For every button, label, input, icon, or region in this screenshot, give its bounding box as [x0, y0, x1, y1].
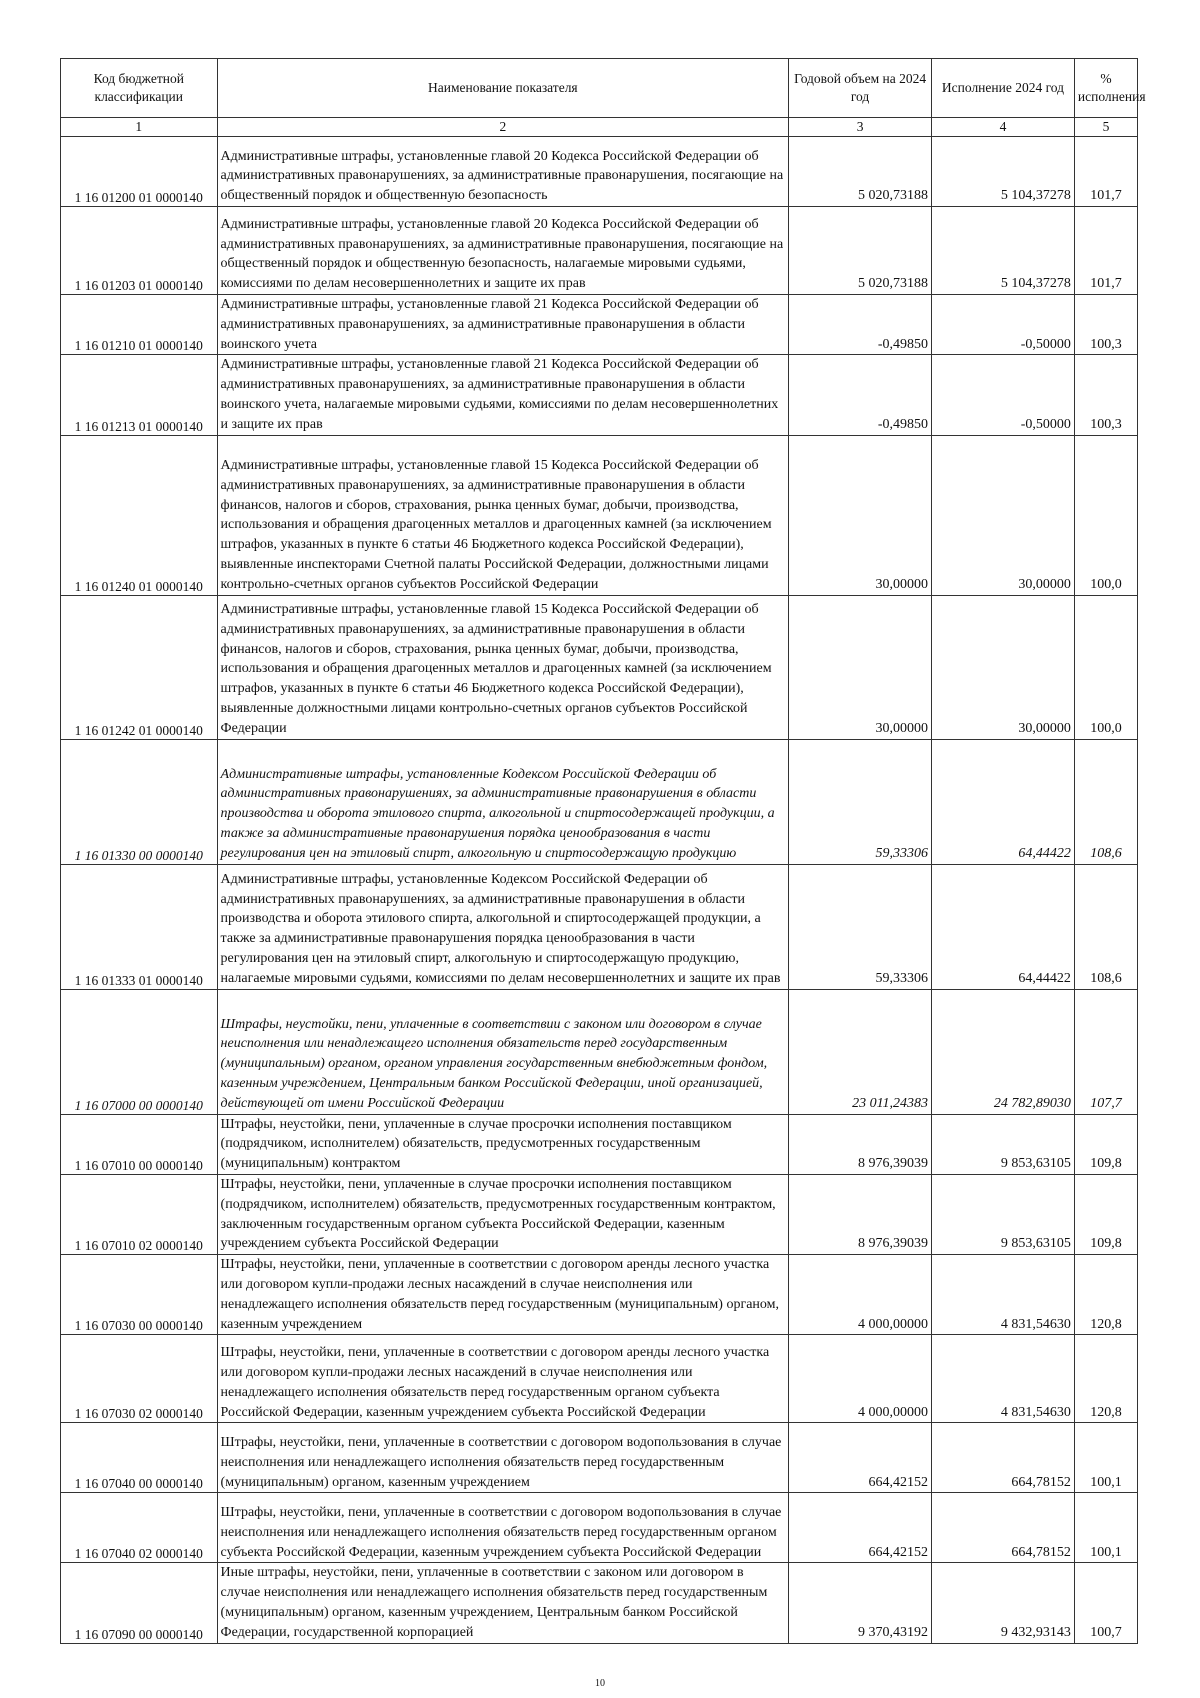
row-actual: -0,50000: [932, 355, 1075, 435]
row-code: 1 16 07010 00 0000140: [61, 1114, 218, 1174]
table-row: [61, 989, 1138, 1114]
header-code: Код бюджетной классификации: [61, 59, 218, 118]
column-number: 5: [1074, 118, 1137, 137]
row-actual: 9 853,63105: [932, 1174, 1075, 1254]
row-name: Административные штрафы, установленные главой 15 Кодекса Российской Федерации об административных правонарушениях, за административные правонарушения в области финансов, налогов и сборов, страхования, рынка ценных бумаг, добычи, производства, использования и обращения драгоценных металлов и драгоценных камней (за исключением штрафов, указанных в пункте 6 статьи 46 Бюджетного кодекса Российской Федерации), выявленные инспекторами Счетной палаты Российской Федерации, должностными лицами контрольно-счетных органов субъектов Российской Федерации: [217, 435, 789, 595]
row-actual: 9 432,93143: [932, 1563, 1075, 1643]
row-actual: 64,44422: [932, 739, 1075, 864]
column-number: 3: [789, 118, 932, 137]
column-number: 1: [61, 118, 218, 137]
row-code: 1 16 01240 01 0000140: [61, 435, 218, 595]
row-name: Штрафы, неустойки, пени, уплаченные в случае просрочки исполнения поставщиком (подрядчиком, исполнителем) обязательств, предусмотренных государственным (муниципальным) контрактом: [217, 1114, 789, 1174]
row-actual: 5 104,37278: [932, 207, 1075, 295]
row-name: Штрафы, неустойки, пени, уплаченные в соответствии с договором аренды лесного участка или договором купли-продажи лесных насаждений в случае неисполнения или ненадлежащего исполнения обязательств перед государственным органом субъекта Российской Федерации, казенным учреждением субъекта Российской Федерации: [217, 1335, 789, 1423]
row-percent: 107,7: [1074, 989, 1137, 1114]
row-percent: 100,0: [1074, 595, 1137, 739]
table-row: [61, 739, 1138, 864]
row-name: Штрафы, неустойки, пени, уплаченные в соответствии с законом или договором в случае неисполнения или ненадлежащего исполнения обязательств перед государственным (муниципальным) органом, органом управления государственным внебюджетным фондом, казенным учреждением, Центральным банком Российской Федерации, иной организацией, действующей от имени Российской Федерации: [217, 989, 789, 1114]
row-plan: 9 370,43192: [789, 1563, 932, 1643]
row-plan: 5 020,73188: [789, 137, 932, 207]
row-plan: 4 000,00000: [789, 1255, 932, 1335]
row-actual: 64,44422: [932, 864, 1075, 989]
row-name: Административные штрафы, установленные Кодексом Российской Федерации об административных правонарушениях, за административные правонарушения в области производства и оборота этилового спирта, алкогольной и спиртосодержащей продукции, а также за административные правонарушения порядка ценообразования в части регулирования цен на этиловый спирт, алкогольную и спиртосодержащую продукцию, налагаемые мировыми судьями, комиссиями по делам несовершеннолетних и защите их прав: [217, 864, 789, 989]
header-plan: Годовой объем на 2024 год: [789, 59, 932, 118]
row-name: Штрафы, неустойки, пени, уплаченные в соответствии с договором водопользования в случае неисполнения или ненадлежащего исполнения обязательств перед государственным органом субъекта Российской Федерации, казенным учреждением субъекта Российской Федерации: [217, 1493, 789, 1563]
row-actual: 4 831,54630: [932, 1255, 1075, 1335]
row-plan: 5 020,73188: [789, 207, 932, 295]
row-actual: 5 104,37278: [932, 137, 1075, 207]
table-row: [61, 295, 1138, 355]
row-code: 1 16 01333 01 0000140: [61, 864, 218, 989]
table-row: [61, 1114, 1138, 1174]
row-plan: 59,33306: [789, 864, 932, 989]
row-code: 1 16 01203 01 0000140: [61, 207, 218, 295]
header-percent: % исполнения: [1074, 59, 1137, 118]
table-row: [61, 1563, 1138, 1643]
row-name: Административные штрафы, установленные главой 21 Кодекса Российской Федерации об административных правонарушениях, за административные правонарушения в области воинского учета: [217, 295, 789, 355]
row-actual: 30,00000: [932, 595, 1075, 739]
row-name: Административные штрафы, установленные главой 15 Кодекса Российской Федерации об административных правонарушениях, за административные правонарушения в области финансов, налогов и сборов, страхования, рынка ценных бумаг, добычи, производства, использования и обращения драгоценных металлов и драгоценных камней (за исключением штрафов, указанных в пункте 6 статьи 46 Бюджетного кодекса Российской Федерации), выявленные должностными лицами контрольно-счетных органов субъектов Российской Федерации: [217, 595, 789, 739]
row-percent: 108,6: [1074, 739, 1137, 864]
table-row: [61, 435, 1138, 595]
row-code: 1 16 01242 01 0000140: [61, 595, 218, 739]
row-percent: 120,8: [1074, 1335, 1137, 1423]
table-row: [61, 1423, 1138, 1493]
table-header-row: [61, 59, 1138, 118]
row-code: 1 16 01213 01 0000140: [61, 355, 218, 435]
row-code: 1 16 07040 02 0000140: [61, 1493, 218, 1563]
row-percent: 100,1: [1074, 1423, 1137, 1493]
row-name: Административные штрафы, установленные Кодексом Российской Федерации об административных правонарушениях, за административные правонарушения в области производства и оборота этилового спирта, алкогольной и спиртосодержащей продукции, а также за административные правонарушения порядка ценообразования в части регулирования цен на этиловый спирт, алкогольную и спиртосодержащую продукцию: [217, 739, 789, 864]
row-percent: 101,7: [1074, 207, 1137, 295]
row-code: 1 16 07030 00 0000140: [61, 1255, 218, 1335]
row-name: Административные штрафы, установленные главой 20 Кодекса Российской Федерации об административных правонарушениях, за административные правонарушения, посягающие на общественный порядок и общественную безопасность, налагаемые мировыми судьями, комиссиями по делам несовершеннолетних и защите их прав: [217, 207, 789, 295]
row-percent: 120,8: [1074, 1255, 1137, 1335]
table-row: [61, 207, 1138, 295]
row-percent: 109,8: [1074, 1174, 1137, 1254]
row-name: Иные штрафы, неустойки, пени, уплаченные в соответствии с законом или договором в случае неисполнения или ненадлежащего исполнения обязательств перед государственным (муниципальным) органом, казенным учреждением, Центральным банком Российской Федерации, государственной корпорацией: [217, 1563, 789, 1643]
row-code: 1 16 07030 02 0000140: [61, 1335, 218, 1423]
row-plan: 4 000,00000: [789, 1335, 932, 1423]
row-name: Административные штрафы, установленные главой 21 Кодекса Российской Федерации об административных правонарушениях, за административные правонарушения в области воинского учета, налагаемые мировыми судьями, комиссиями по делам несовершеннолетних и защите их прав: [217, 355, 789, 435]
page-number: 10: [595, 1678, 605, 1689]
row-plan: -0,49850: [789, 295, 932, 355]
row-plan: 23 011,24383: [789, 989, 932, 1114]
row-actual: 664,78152: [932, 1493, 1075, 1563]
row-actual: -0,50000: [932, 295, 1075, 355]
table-row: [61, 1335, 1138, 1423]
row-code: 1 16 07000 00 0000140: [61, 989, 218, 1114]
row-actual: 664,78152: [932, 1423, 1075, 1493]
row-actual: 4 831,54630: [932, 1335, 1075, 1423]
row-name: Штрафы, неустойки, пени, уплаченные в соответствии с договором водопользования в случае неисполнения или ненадлежащего исполнения обязательств перед государственным (муниципальным) органом, казенным учреждением: [217, 1423, 789, 1493]
table-row: [61, 595, 1138, 739]
row-plan: 30,00000: [789, 595, 932, 739]
table-body: [61, 137, 1138, 1644]
table-row: [61, 355, 1138, 435]
row-code: 1 16 01200 01 0000140: [61, 137, 218, 207]
header-actual: Исполнение 2024 год: [932, 59, 1075, 118]
row-code: 1 16 01210 01 0000140: [61, 295, 218, 355]
row-code: 1 16 07040 00 0000140: [61, 1423, 218, 1493]
column-number-row: [61, 118, 1138, 137]
table-row: [61, 1174, 1138, 1254]
row-actual: 30,00000: [932, 435, 1075, 595]
row-percent: 100,1: [1074, 1493, 1137, 1563]
row-name: Штрафы, неустойки, пени, уплаченные в соответствии с договором аренды лесного участка или договором купли-продажи лесных насаждений в случае неисполнения или ненадлежащего исполнения обязательств перед государственным (муниципальным) органом, казенным учреждением: [217, 1255, 789, 1335]
row-percent: 101,7: [1074, 137, 1137, 207]
row-percent: 100,0: [1074, 435, 1137, 595]
column-number: 2: [217, 118, 789, 137]
row-code: 1 16 07010 02 0000140: [61, 1174, 218, 1254]
row-plan: -0,49850: [789, 355, 932, 435]
table-row: [61, 137, 1138, 207]
table-row: [61, 1493, 1138, 1563]
row-code: 1 16 01330 00 0000140: [61, 739, 218, 864]
row-percent: 100,7: [1074, 1563, 1137, 1643]
row-plan: 8 976,39039: [789, 1174, 932, 1254]
budget-execution-table: [60, 58, 1146, 1644]
row-plan: 8 976,39039: [789, 1114, 932, 1174]
row-plan: 59,33306: [789, 739, 932, 864]
row-percent: 100,3: [1074, 295, 1137, 355]
row-actual: 9 853,63105: [932, 1114, 1075, 1174]
row-actual: 24 782,89030: [932, 989, 1075, 1114]
row-plan: 664,42152: [789, 1493, 932, 1563]
row-name: Административные штрафы, установленные главой 20 Кодекса Российской Федерации об административных правонарушениях, за административные правонарушения, посягающие на общественный порядок и общественную безопасность: [217, 137, 789, 207]
row-percent: 108,6: [1074, 864, 1137, 989]
column-number: 4: [932, 118, 1075, 137]
table-row: [61, 1255, 1138, 1335]
row-plan: 664,42152: [789, 1423, 932, 1493]
row-percent: 109,8: [1074, 1114, 1137, 1174]
row-name: Штрафы, неустойки, пени, уплаченные в случае просрочки исполнения поставщиком (подрядчиком, исполнителем) обязательств, предусмотренных государственным контрактом, заключенным государственным органом субъекта Российской Федерации, казенным учреждением субъекта Российской Федерации: [217, 1174, 789, 1254]
row-plan: 30,00000: [789, 435, 932, 595]
header-name: Наименование показателя: [217, 59, 789, 118]
row-percent: 100,3: [1074, 355, 1137, 435]
table-row: [61, 864, 1138, 989]
document-page: [60, 58, 1146, 1644]
row-code: 1 16 07090 00 0000140: [61, 1563, 218, 1643]
